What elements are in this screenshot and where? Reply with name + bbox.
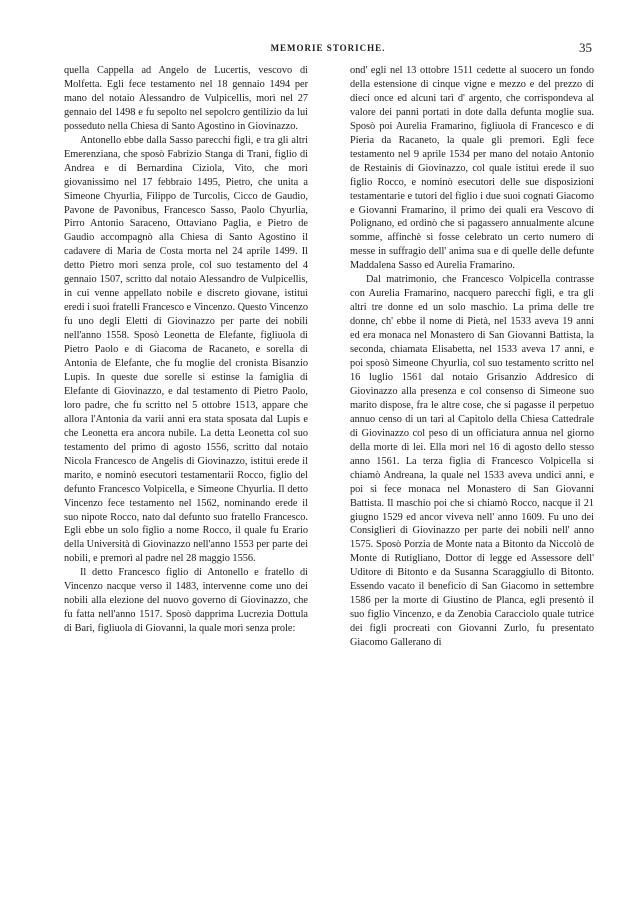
right-column xyxy=(350,64,594,650)
page-number: 35 xyxy=(579,40,592,55)
running-title: MEMORIE STORICHE. xyxy=(270,43,386,53)
paragraph: quella Cappella ad Angelo de Lucertis, vescovo di Molfetta. Egli fece testamento nel 18 gennaio 1494 per mano del notaio Alessandro de Vulpicellis, morì nel 27 gennaio del 1498 e fu sepolto nel sepolcro gentilizio da lui posseduto nella Chiesa di Santo Agostino in Giovinazzo. xyxy=(64,65,308,132)
page-header xyxy=(64,40,592,58)
paragraph: Antonello ebbe dalla Sasso parecchi figli, e tra gli altri Emerenziana, che sposò Fabrizio Stanga di Trani, figlio di Andrea e di Bernardina Ciziola, Vito, che morì giovanissimo nel 17 febbraio 1495, Pietro, che unita a Simeone Chyurlia, Filippo de Turcolis, Cicco de Gaudio, Pavone de Pavonibus, Francesco Sasso, Paolo Chyurlia, Pirro Antonio Saraceno, Ottaviano Paglia, e Pietro de Gaudio accompagnò alla Chiesa di Santo Agostino il cadavere di Maria de Costa morta nel 24 aprile 1499. Il detto Pietro morì senza prole, col suo testamento del 4 gennaio 1507, scritto dal notaio Alessandro de Vulpicellis, in cui venne appellato nobile e discreto giovane, istituì eredi i suoi fratelli Francesco e Vincenzo. Questo Vincenzo fu uno degli Eletti di Giovinazzo per parte dei nobili nell'anno 1558. Sposò Leonetta de Elefante, figliuola di Pietro Paolo e di Giacoma de Racaneto, e sorella di Antonia de Elefante, che fu moglie del cronista Bisanzio Lupis. In queste due sorelle si estinse la famiglia di Elefante di Giovinazzo, e dal testamento di Pietro Paolo, loro padre, che fu scritto nel 5 ottobre 1513, appare che allora l'Antonia da varii anni era stata sposata dal Lupis e che Leonetta era ancora nubile. La detta Leonetta col suo testamento del primo di agosto 1556, scritto dal notaio Nicola Francesco de Angelis di Giovinazzo, istituì erede il marito, e nominò esecutori testamentarii Rocco, figlio del defunto Francesco Volpicella, e Simeone Chyurlia. Il detto Vincenzo fece testamento nel 1562, nominando erede il suo nipote Rocco, nato dal defunto suo fratello Francesco. Egli ebbe un solo figlio a nome Rocco, il quale fu Erario della Università di Giovinazzo nell'anno 1553 per parte dei nobili, e premorì al padre nel 28 maggio 1556. xyxy=(64,134,308,565)
paragraph: Il detto Francesco figlio di Antonello e fratello di Vincenzo nacque verso il 1483, intervenne come uno dei nobili alla elezione del nuovo governo di Giovinazzo, che fu fatta nell'anno 1517. Sposò dapprima Lucrezia Dottula di Bari, figliuola di Giovanni, la quale morì senza prole: xyxy=(64,567,308,635)
paragraph: ond' egli nel 13 ottobre 1511 cedette al suocero un fondo della estensione di cinque vigne e mezzo e del prezzo di dieci once ed alcuni tarì d' argento, che corrispondeva al valore dei panni portati in dote dalla defunta moglie sua. Sposò poi Aurelia Framarino, figliuola di Francesco e di Pieria da Racaneto, la quale gli premorì. Egli fece testamento nel 9 aprile 1534 per mano del notaio Antonio de Restainis di Giovinazzo, col quale istituì erede il suo figlio Rocco, e nominò esecutori delle sue disposizioni testamentarie e tutori del figlio i due suoi cognati Giacomo e Giovanni Framarino, il primo dei quali era Vescovo di Polignano, ed ordinò che si pagassero annualmente alcune somme, affinchè si fosse celebrato un certo numero di messe in suffragio dell' anima sua e di quelle delle defunte Maddalena Sasso ed Aurelia Framarino. xyxy=(350,65,594,272)
left-column xyxy=(64,64,308,636)
paragraph: Dal matrimonio, che Francesco Volpicella contrasse con Aurelia Framarino, nacquero parecchi figli, e tra gli altri tre donne ed un solo maschio. La prima delle tre donne, ch' ebbe il nome di Pietà, nel 1533 aveva 19 anni ed era monaca nel Monastero di San Giovanni Battista, la seconda, chiamata Elisabetta, nel 1533 aveva 17 anni, e poi sposò Simeone Chyurlia, col suo testamento scritto nel 16 luglio 1561 dal notaio Grisanzio Addresico di Giovinazzo alla presenza e col consenso di Simeone suo marito dispose, fra le altre cose, che si pagasse il perpetuo annuo censo di un tarì al Capitolo della Chiesa Cattedrale di Giovinazzo col peso di un officiatura annua nel giorno della morte di lei. Ella morì nel 16 di agosto dello stesso anno 1561. La terza figlia di Francesco Volpicella si chiamò Andreana, la quale nel 1533 aveva undici anni, e poi si fece monaca nel Monastero di San Giovanni Battista. Il maschio poi che si chiamò Rocco, nacque il 21 giugno 1529 ed ancor viveva nell' anno 1609. Fu uno dei Consiglieri di Giovinazzo per parte dei nobili nell' anno 1575. Sposò Porzia de Monte nata a Bitonto da Niccolò de Monte di Rutigliano, Dottor di legge ed Assessore dell' Uditore di Bitonto e da Susanna Scaraggiullo di Bitonto. Essendo vacato il beneficio di San Giacomo in settembre 1586 per la morte di Giustino de Planca, egli presentò il suo figlio Vincenzo, e da Zenobia Caracciolo quale tutrice dei figli procreati con Giovanni Zurlo, fu presentato Giacomo Gallerano di xyxy=(350,274,594,649)
